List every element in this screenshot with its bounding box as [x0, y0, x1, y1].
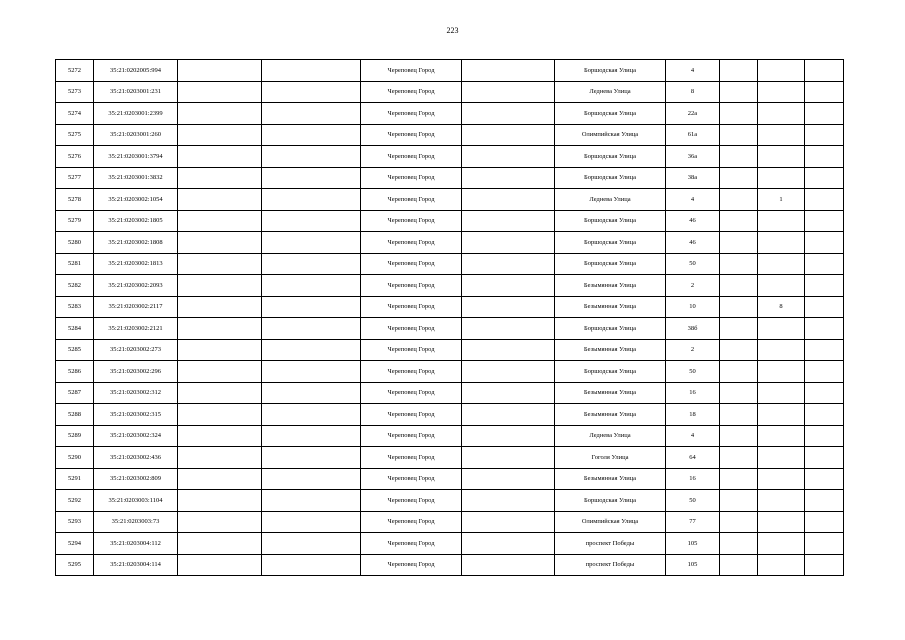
empty-cell	[178, 425, 262, 447]
empty-cell	[178, 146, 262, 168]
apartment-cell	[758, 425, 805, 447]
locality-cell: Череповец Город	[361, 490, 462, 512]
locality-cell: Череповец Город	[361, 404, 462, 426]
street-cell: Безымянная Улица	[555, 339, 666, 361]
extra-cell	[805, 447, 844, 469]
house-number-cell: 77	[666, 511, 720, 533]
locality-cell: Череповец Город	[361, 296, 462, 318]
empty-cell	[462, 554, 555, 576]
apartment-cell	[758, 490, 805, 512]
extra-cell	[805, 361, 844, 383]
street-cell: Безымянная Улица	[555, 468, 666, 490]
street-cell: проспект Победы	[555, 554, 666, 576]
table-row	[56, 318, 844, 340]
apartment-cell: 1	[758, 189, 805, 211]
empty-cell	[262, 339, 361, 361]
empty-cell	[178, 554, 262, 576]
empty-cell	[262, 511, 361, 533]
cadastral-number-cell: 35:21:0203002:2117	[94, 296, 178, 318]
house-number-cell: 50	[666, 361, 720, 383]
extra-cell	[805, 232, 844, 254]
table-row	[56, 361, 844, 383]
record-number-cell: 5295	[56, 554, 94, 576]
empty-cell	[178, 296, 262, 318]
cadastral-number-cell: 35:21:0203003:1104	[94, 490, 178, 512]
empty-cell	[462, 511, 555, 533]
table-row	[56, 296, 844, 318]
locality-cell: Череповец Город	[361, 146, 462, 168]
house-number-cell: 105	[666, 554, 720, 576]
empty-cell	[262, 425, 361, 447]
apartment-cell	[758, 447, 805, 469]
empty-cell	[462, 339, 555, 361]
locality-cell: Череповец Город	[361, 511, 462, 533]
extra-cell	[720, 533, 758, 555]
locality-cell: Череповец Город	[361, 361, 462, 383]
locality-cell: Череповец Город	[361, 81, 462, 103]
table-row	[56, 253, 844, 275]
extra-cell	[805, 275, 844, 297]
apartment-cell	[758, 103, 805, 125]
cadastral-number-cell: 35:21:0203002:1813	[94, 253, 178, 275]
house-number-cell: 2	[666, 275, 720, 297]
extra-cell	[720, 404, 758, 426]
cadastral-number-cell: 35:21:0203002:809	[94, 468, 178, 490]
apartment-cell	[758, 124, 805, 146]
house-number-cell: 8	[666, 81, 720, 103]
empty-cell	[262, 318, 361, 340]
cadastral-number-cell: 35:21:0203002:315	[94, 404, 178, 426]
street-cell: Боршодская Улица	[555, 146, 666, 168]
table-row	[56, 81, 844, 103]
table-row	[56, 490, 844, 512]
empty-cell	[262, 167, 361, 189]
empty-cell	[262, 275, 361, 297]
locality-cell: Череповец Город	[361, 232, 462, 254]
apartment-cell	[758, 468, 805, 490]
table-row	[56, 468, 844, 490]
table-row	[56, 189, 844, 211]
apartment-cell: 8	[758, 296, 805, 318]
extra-cell	[805, 124, 844, 146]
apartment-cell	[758, 253, 805, 275]
table-row	[56, 382, 844, 404]
locality-cell: Череповец Город	[361, 275, 462, 297]
extra-cell	[805, 81, 844, 103]
cadastral-number-cell: 35:21:0203001:3832	[94, 167, 178, 189]
street-cell: Боршодская Улица	[555, 60, 666, 82]
empty-cell	[462, 232, 555, 254]
empty-cell	[462, 490, 555, 512]
extra-cell	[720, 189, 758, 211]
street-cell: Безымянная Улица	[555, 404, 666, 426]
street-cell: Безымянная Улица	[555, 275, 666, 297]
empty-cell	[462, 425, 555, 447]
cadastral-number-cell: 35:21:0203001:3794	[94, 146, 178, 168]
cadastral-number-cell: 35:21:0203001:2399	[94, 103, 178, 125]
table-row	[56, 146, 844, 168]
extra-cell	[720, 361, 758, 383]
cadastral-number-cell: 35:21:0203004:114	[94, 554, 178, 576]
empty-cell	[262, 60, 361, 82]
record-number-cell: 5272	[56, 60, 94, 82]
empty-cell	[178, 210, 262, 232]
table-row	[56, 60, 844, 82]
locality-cell: Череповец Город	[361, 124, 462, 146]
extra-cell	[720, 81, 758, 103]
house-number-cell: 4	[666, 425, 720, 447]
street-cell: Леднева Улица	[555, 81, 666, 103]
extra-cell	[720, 511, 758, 533]
empty-cell	[462, 60, 555, 82]
house-number-cell: 46	[666, 210, 720, 232]
cadastral-number-cell: 35:21:0203002:296	[94, 361, 178, 383]
house-number-cell: 38а	[666, 167, 720, 189]
street-cell: Леднева Улица	[555, 425, 666, 447]
empty-cell	[178, 511, 262, 533]
record-number-cell: 5289	[56, 425, 94, 447]
apartment-cell	[758, 232, 805, 254]
street-cell: Боршодская Улица	[555, 103, 666, 125]
apartment-cell	[758, 554, 805, 576]
record-number-cell: 5288	[56, 404, 94, 426]
street-cell: Боршодская Улица	[555, 318, 666, 340]
locality-cell: Череповец Город	[361, 189, 462, 211]
table-row	[56, 554, 844, 576]
locality-cell: Череповец Город	[361, 554, 462, 576]
empty-cell	[178, 81, 262, 103]
locality-cell: Череповец Город	[361, 533, 462, 555]
extra-cell	[805, 339, 844, 361]
locality-cell: Череповец Город	[361, 468, 462, 490]
record-number-cell: 5287	[56, 382, 94, 404]
apartment-cell	[758, 318, 805, 340]
house-number-cell: 18	[666, 404, 720, 426]
empty-cell	[178, 447, 262, 469]
record-number-cell: 5280	[56, 232, 94, 254]
street-cell: Боршодская Улица	[555, 167, 666, 189]
page-number: 223	[446, 26, 459, 35]
record-number-cell: 5274	[56, 103, 94, 125]
house-number-cell: 50	[666, 490, 720, 512]
empty-cell	[178, 490, 262, 512]
extra-cell	[720, 103, 758, 125]
record-number-cell: 5284	[56, 318, 94, 340]
extra-cell	[720, 490, 758, 512]
extra-cell	[805, 189, 844, 211]
extra-cell	[805, 468, 844, 490]
locality-cell: Череповец Город	[361, 60, 462, 82]
empty-cell	[178, 60, 262, 82]
house-number-cell: 61а	[666, 124, 720, 146]
apartment-cell	[758, 533, 805, 555]
cadastral-number-cell: 35:21:0203002:1808	[94, 232, 178, 254]
extra-cell	[720, 339, 758, 361]
empty-cell	[462, 253, 555, 275]
record-number-cell: 5290	[56, 447, 94, 469]
empty-cell	[462, 382, 555, 404]
empty-cell	[262, 103, 361, 125]
street-cell: Боршодская Улица	[555, 253, 666, 275]
empty-cell	[462, 275, 555, 297]
empty-cell	[462, 361, 555, 383]
extra-cell	[720, 210, 758, 232]
record-number-cell: 5282	[56, 275, 94, 297]
cadastral-number-cell: 35:21:0203001:260	[94, 124, 178, 146]
record-number-cell: 5276	[56, 146, 94, 168]
apartment-cell	[758, 511, 805, 533]
table-row	[56, 533, 844, 555]
cadastral-number-cell: 35:21:0203002:273	[94, 339, 178, 361]
cadastral-number-cell: 35:21:0203002:1805	[94, 210, 178, 232]
empty-cell	[178, 361, 262, 383]
street-cell: Безымянная Улица	[555, 382, 666, 404]
apartment-cell	[758, 146, 805, 168]
empty-cell	[178, 468, 262, 490]
extra-cell	[805, 533, 844, 555]
empty-cell	[462, 404, 555, 426]
record-number-cell: 5291	[56, 468, 94, 490]
locality-cell: Череповец Город	[361, 382, 462, 404]
extra-cell	[805, 404, 844, 426]
extra-cell	[720, 554, 758, 576]
locality-cell: Череповец Город	[361, 425, 462, 447]
apartment-cell	[758, 275, 805, 297]
empty-cell	[262, 146, 361, 168]
street-cell: Олимпийская Улица	[555, 124, 666, 146]
empty-cell	[462, 533, 555, 555]
registry-table	[55, 59, 844, 576]
empty-cell	[178, 253, 262, 275]
extra-cell	[720, 60, 758, 82]
extra-cell	[805, 146, 844, 168]
locality-cell: Череповец Город	[361, 318, 462, 340]
house-number-cell: 10	[666, 296, 720, 318]
empty-cell	[262, 296, 361, 318]
extra-cell	[720, 296, 758, 318]
cadastral-number-cell: 35:21:0202005:994	[94, 60, 178, 82]
locality-cell: Череповец Город	[361, 253, 462, 275]
house-number-cell: 105	[666, 533, 720, 555]
apartment-cell	[758, 404, 805, 426]
empty-cell	[262, 189, 361, 211]
apartment-cell	[758, 382, 805, 404]
locality-cell: Череповец Город	[361, 447, 462, 469]
locality-cell: Череповец Город	[361, 103, 462, 125]
record-number-cell: 5277	[56, 167, 94, 189]
apartment-cell	[758, 81, 805, 103]
empty-cell	[262, 382, 361, 404]
street-cell: Боршодская Улица	[555, 232, 666, 254]
cadastral-number-cell: 35:21:0203002:2093	[94, 275, 178, 297]
table-row	[56, 339, 844, 361]
house-number-cell: 46	[666, 232, 720, 254]
record-number-cell: 5278	[56, 189, 94, 211]
extra-cell	[805, 60, 844, 82]
empty-cell	[462, 447, 555, 469]
street-cell: Леднева Улица	[555, 189, 666, 211]
extra-cell	[720, 232, 758, 254]
street-cell: Боршодская Улица	[555, 361, 666, 383]
extra-cell	[805, 103, 844, 125]
record-number-cell: 5273	[56, 81, 94, 103]
extra-cell	[720, 447, 758, 469]
street-cell: Гоголя Улица	[555, 447, 666, 469]
street-cell: Олимпийская Улица	[555, 511, 666, 533]
extra-cell	[720, 124, 758, 146]
table-row	[56, 210, 844, 232]
street-cell: Боршодская Улица	[555, 490, 666, 512]
apartment-cell	[758, 339, 805, 361]
cadastral-number-cell: 35:21:0203001:231	[94, 81, 178, 103]
cadastral-number-cell: 35:21:0203003:73	[94, 511, 178, 533]
empty-cell	[462, 210, 555, 232]
house-number-cell: 16	[666, 382, 720, 404]
record-number-cell: 5285	[56, 339, 94, 361]
record-number-cell: 5286	[56, 361, 94, 383]
table-row	[56, 103, 844, 125]
empty-cell	[462, 103, 555, 125]
extra-cell	[720, 382, 758, 404]
extra-cell	[720, 318, 758, 340]
extra-cell	[805, 490, 844, 512]
extra-cell	[720, 146, 758, 168]
extra-cell	[805, 210, 844, 232]
empty-cell	[262, 361, 361, 383]
extra-cell	[805, 554, 844, 576]
house-number-cell: 38б	[666, 318, 720, 340]
table-row	[56, 511, 844, 533]
extra-cell	[805, 382, 844, 404]
extra-cell	[805, 511, 844, 533]
house-number-cell: 50	[666, 253, 720, 275]
table-row	[56, 447, 844, 469]
street-cell: проспект Победы	[555, 533, 666, 555]
empty-cell	[462, 167, 555, 189]
empty-cell	[178, 318, 262, 340]
locality-cell: Череповец Город	[361, 339, 462, 361]
extra-cell	[805, 318, 844, 340]
extra-cell	[805, 167, 844, 189]
empty-cell	[178, 382, 262, 404]
empty-cell	[262, 81, 361, 103]
cadastral-number-cell: 35:21:0203004:112	[94, 533, 178, 555]
extra-cell	[720, 253, 758, 275]
empty-cell	[262, 533, 361, 555]
empty-cell	[178, 103, 262, 125]
table-row	[56, 275, 844, 297]
extra-cell	[720, 425, 758, 447]
table-row	[56, 404, 844, 426]
street-cell: Безымянная Улица	[555, 296, 666, 318]
extra-cell	[720, 468, 758, 490]
empty-cell	[178, 339, 262, 361]
empty-cell	[462, 81, 555, 103]
extra-cell	[805, 425, 844, 447]
table-row	[56, 425, 844, 447]
empty-cell	[262, 210, 361, 232]
cadastral-number-cell: 35:21:0203002:436	[94, 447, 178, 469]
empty-cell	[462, 468, 555, 490]
locality-cell: Череповец Город	[361, 210, 462, 232]
house-number-cell: 36а	[666, 146, 720, 168]
extra-cell	[805, 253, 844, 275]
empty-cell	[262, 253, 361, 275]
empty-cell	[262, 124, 361, 146]
empty-cell	[178, 124, 262, 146]
empty-cell	[178, 232, 262, 254]
record-number-cell: 5294	[56, 533, 94, 555]
empty-cell	[462, 124, 555, 146]
apartment-cell	[758, 361, 805, 383]
record-number-cell: 5281	[56, 253, 94, 275]
empty-cell	[262, 490, 361, 512]
empty-cell	[178, 404, 262, 426]
empty-cell	[178, 275, 262, 297]
empty-cell	[262, 554, 361, 576]
extra-cell	[805, 296, 844, 318]
house-number-cell: 22а	[666, 103, 720, 125]
record-number-cell: 5279	[56, 210, 94, 232]
locality-cell: Череповец Город	[361, 167, 462, 189]
cadastral-number-cell: 35:21:0203002:1054	[94, 189, 178, 211]
empty-cell	[178, 167, 262, 189]
table-row	[56, 124, 844, 146]
house-number-cell: 4	[666, 189, 720, 211]
apartment-cell	[758, 60, 805, 82]
house-number-cell: 16	[666, 468, 720, 490]
table-row	[56, 232, 844, 254]
empty-cell	[462, 146, 555, 168]
street-cell: Боршодская Улица	[555, 210, 666, 232]
table-row	[56, 167, 844, 189]
empty-cell	[262, 232, 361, 254]
empty-cell	[178, 189, 262, 211]
cadastral-number-cell: 35:21:0203002:312	[94, 382, 178, 404]
empty-cell	[178, 533, 262, 555]
empty-cell	[462, 318, 555, 340]
house-number-cell: 64	[666, 447, 720, 469]
apartment-cell	[758, 167, 805, 189]
apartment-cell	[758, 210, 805, 232]
cadastral-number-cell: 35:21:0203002:2121	[94, 318, 178, 340]
empty-cell	[462, 296, 555, 318]
empty-cell	[462, 189, 555, 211]
record-number-cell: 5293	[56, 511, 94, 533]
house-number-cell: 4	[666, 60, 720, 82]
extra-cell	[720, 275, 758, 297]
house-number-cell: 2	[666, 339, 720, 361]
empty-cell	[262, 468, 361, 490]
empty-cell	[262, 447, 361, 469]
record-number-cell: 5292	[56, 490, 94, 512]
record-number-cell: 5283	[56, 296, 94, 318]
registry-table-body	[56, 60, 844, 576]
empty-cell	[262, 404, 361, 426]
extra-cell	[720, 167, 758, 189]
cadastral-number-cell: 35:21:0203002:324	[94, 425, 178, 447]
record-number-cell: 5275	[56, 124, 94, 146]
